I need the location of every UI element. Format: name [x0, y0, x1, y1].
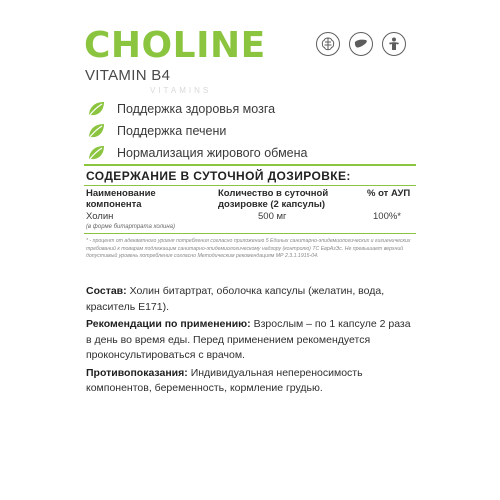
usage-label: Рекомендации по применению:	[86, 318, 251, 330]
list-item	[86, 120, 307, 142]
cell-amount: 500 мг	[258, 211, 287, 222]
table-title: СОДЕРЖАНИЕ В СУТОЧНОЙ ДОЗИРОВКЕ:	[86, 169, 351, 183]
cell-component-note: (в форме битартрата холина)	[86, 224, 175, 230]
benefit-text: Нормализация жирового обмена	[117, 146, 308, 160]
table-footnote: * - процент от адекватного уровня потребления согласно приложению 5 Единых санитарно-эпидемиологических и гигиенических требований к товарам подлежащим санитарно-эпидемиологическому надзору (контролю) ТС ЕврАзЭс. Не превышает верхний допустимый уровень потребления согласно Методическим рекомендациям МР 2.3.1.1915-04.	[86, 238, 411, 260]
cell-percent: 100%*	[373, 211, 401, 222]
body-icon	[382, 32, 406, 56]
benefits-list	[86, 98, 307, 164]
composition-label: Состав:	[86, 285, 127, 297]
benefit-text: Поддержка здоровья мозга	[117, 102, 276, 116]
list-item	[86, 98, 307, 120]
product-subtitle: VITAMIN B4	[85, 67, 171, 84]
contraindications-text: Индивидуальная непереносимость компонентов, беременность, кормление грудью.	[86, 366, 363, 394]
liver-icon	[349, 32, 373, 56]
contraindications-paragraph	[86, 366, 416, 397]
usage-text: Взрослым – по 1 капсуле 2 раза в день во время еды. Перед применением рекомендуется проконсультироваться с врачом.	[86, 318, 411, 361]
brain-icon	[316, 32, 340, 56]
leaf-icon	[86, 122, 106, 140]
column-header-name: Наименование компонента	[86, 188, 156, 210]
divider	[84, 233, 416, 234]
divider	[84, 185, 416, 186]
badge-group	[316, 32, 406, 58]
leaf-icon	[86, 100, 106, 118]
composition-text: Холин битартрат, оболочка капсулы (желатин, вода, краситель Е171).	[86, 285, 385, 313]
product-info	[86, 284, 416, 399]
cell-component: Холин	[86, 211, 114, 222]
composition-paragraph	[86, 284, 416, 315]
benefit-text: Поддержка печени	[117, 124, 227, 138]
product-title: CHOLINE	[84, 25, 266, 66]
usage-paragraph	[86, 317, 416, 364]
watermark-text: VITAMINS	[150, 86, 212, 95]
leaf-icon	[86, 144, 106, 162]
column-header-percent: % от АУП	[367, 188, 411, 199]
column-header-amount: Количество в суточной дозировке (2 капсулы)	[218, 188, 329, 210]
list-item	[86, 142, 307, 164]
divider	[84, 164, 416, 166]
contraindications-label: Противопоказания:	[86, 366, 188, 379]
